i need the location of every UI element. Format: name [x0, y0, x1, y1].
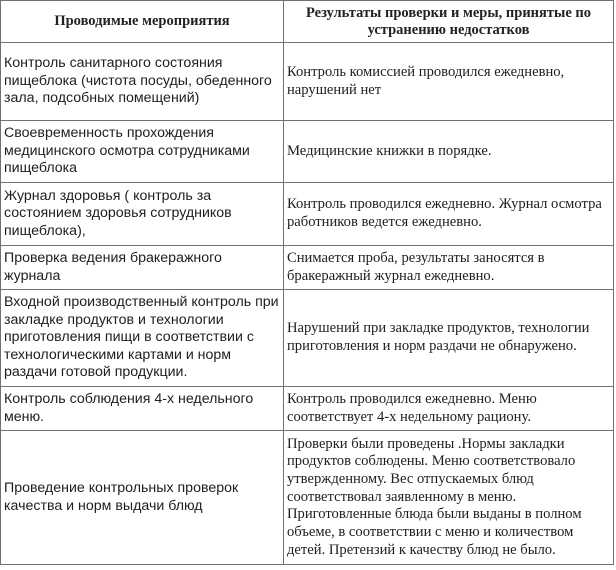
result-cell: Снимается проба, результаты заносятся в бракеражный журнал ежедневно.	[284, 246, 614, 290]
result-cell: Проверки были проведены .Нормы закладки продуктов соблюдены. Меню соответствовало утвержденному. Вес отпускаемых блюд соответствовал заявленному в меню. Приготовленные блюда были выданы в полном объеме, в соответствии с меню и количеством детей. Претензий к качеству блюд не было.	[284, 431, 614, 565]
header-activities: Проводимые мероприятия	[1, 1, 284, 43]
header-results: Результаты проверки и меры, принятые по устранению недостатков	[284, 1, 614, 43]
table-row	[1, 431, 614, 565]
result-cell: Медицинские книжки в порядке.	[284, 121, 614, 183]
table-row	[1, 43, 614, 121]
table-row	[1, 121, 614, 183]
activity-cell: Контроль санитарного состояния пищеблока (чистота посуды, обеденного зала, подсобных помещений)	[1, 43, 284, 121]
result-cell: Контроль проводился ежедневно. Журнал осмотра работников ведется ежедневно.	[284, 183, 614, 246]
table-row	[1, 246, 614, 290]
activity-cell: Своевременность прохождения медицинского осмотра сотрудниками пищеблока	[1, 121, 284, 183]
activity-cell: Проверка ведения бракеражного журнала	[1, 246, 284, 290]
table-row	[1, 290, 614, 387]
activity-cell: Журнал здоровья ( контроль за состоянием здоровья сотрудников пищеблока),	[1, 183, 284, 246]
activity-cell: Входной производственный контроль при закладке продуктов и технологии приготовления пищи в соответствии с технологическими картами и норм раздачи готовой продукции.	[1, 290, 284, 387]
table-header-row	[1, 1, 614, 43]
result-cell: Контроль проводился ежедневно. Меню соответствует 4-х недельному рациону.	[284, 387, 614, 431]
table-row	[1, 183, 614, 246]
activity-cell: Проведение контрольных проверок качества и норм выдачи блюд	[1, 431, 284, 565]
result-cell: Контроль комиссией проводился ежедневно, нарушений нет	[284, 43, 614, 121]
table-row	[1, 387, 614, 431]
result-cell: Нарушений при закладке продуктов, технологии приготовления и норм раздачи не обнаружено.	[284, 290, 614, 387]
activity-cell: Контроль соблюдения 4-х недельного меню.	[1, 387, 284, 431]
